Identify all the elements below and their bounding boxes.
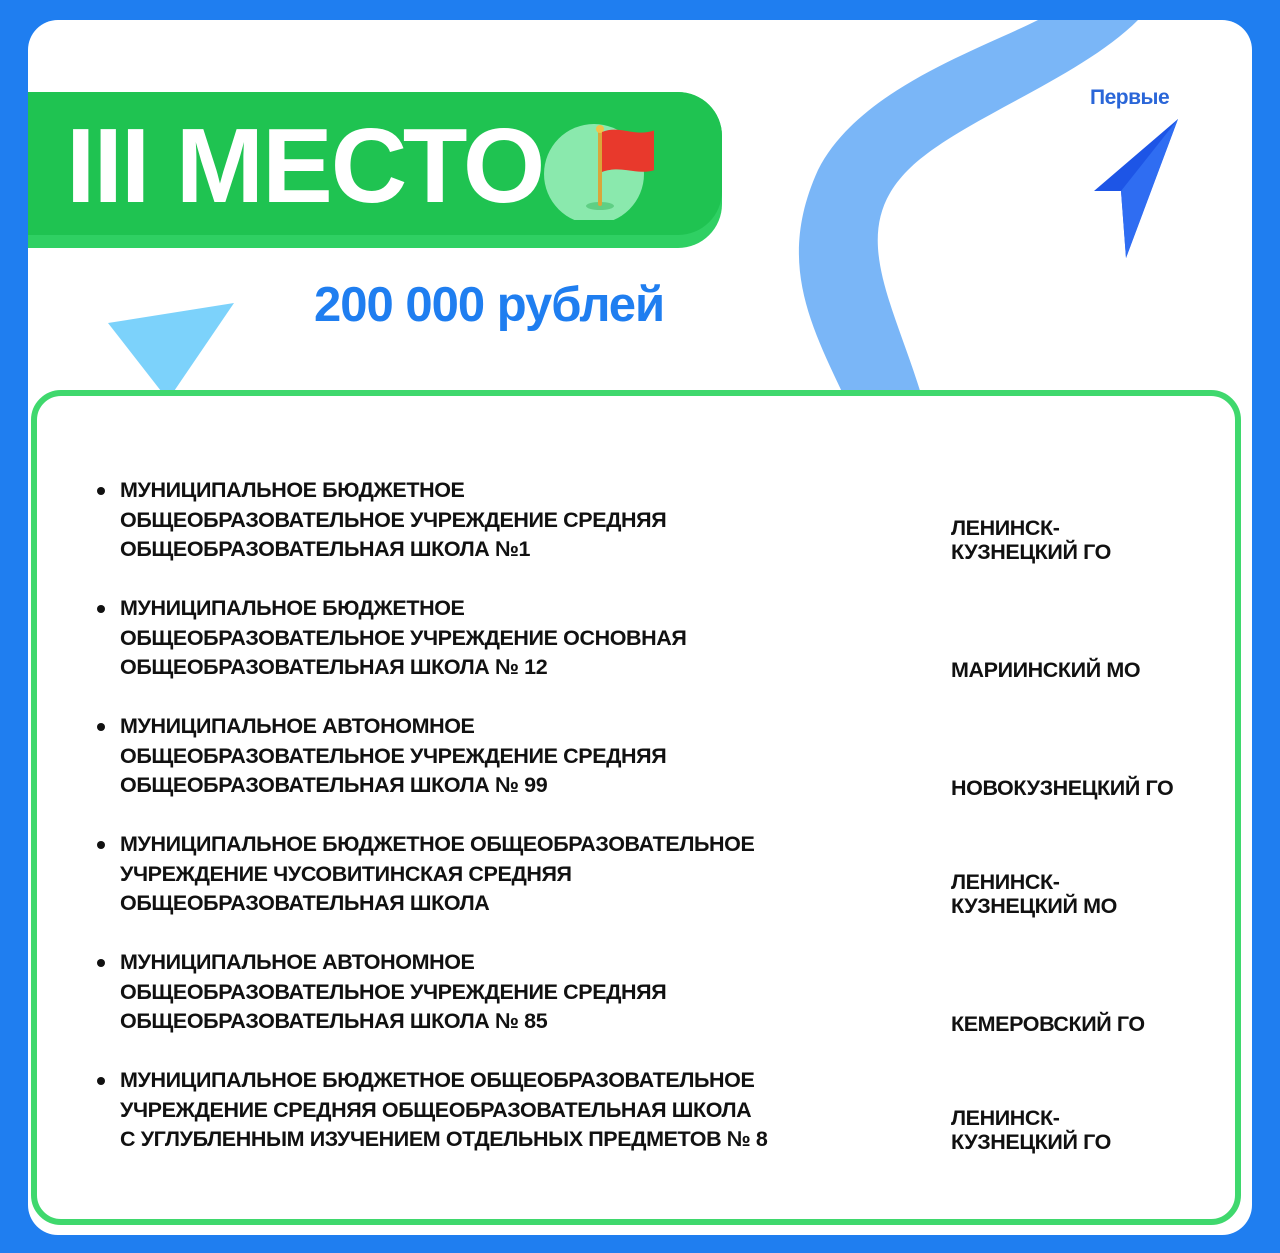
region-name	[951, 658, 1231, 682]
region-name-line: НОВОКУЗНЕЦКИЙ ГО	[951, 775, 1174, 800]
bullet-icon	[97, 605, 105, 613]
organization-name-line: ОБЩЕОБРАЗОВАТЕЛЬНАЯ ШКОЛА № 99	[120, 773, 548, 797]
place-title: III МЕСТО	[66, 107, 544, 225]
list-item	[37, 948, 1235, 1038]
place-banner-face	[28, 92, 722, 235]
organization-name-line: МУНИЦИПАЛЬНОЕ БЮДЖЕТНОЕ	[120, 596, 465, 620]
organization-name	[120, 948, 880, 1037]
region-name-line: КУЗНЕЦКИЙ ГО	[951, 1129, 1111, 1154]
region-name-line: ЛЕНИНСК-	[951, 869, 1060, 894]
organization-name-line: УЧРЕЖДЕНИЕ СРЕДНЯЯ ОБЩЕОБРАЗОВАТЕЛЬНАЯ ШКОЛА	[120, 1097, 752, 1122]
poster-card	[28, 20, 1252, 1235]
organization-name-line: МУНИЦИПАЛЬНОЕ БЮДЖЕТНОЕ ОБЩЕОБРАЗОВАТЕЛЬНОЕ	[120, 832, 755, 856]
place-banner	[28, 92, 722, 248]
organization-name-line: С УГЛУБЛЕННЫМ ИЗУЧЕНИЕМ ОТДЕЛЬНЫХ ПРЕДМЕТОВ № 8	[120, 1127, 768, 1151]
arrow-pointer-icon	[1086, 86, 1186, 266]
brand-logo	[1086, 86, 1186, 266]
region-name-line: КЕМЕРОВСКИЙ ГО	[951, 1011, 1145, 1036]
logo-text: Первые	[1090, 86, 1170, 109]
organization-name	[120, 830, 880, 919]
bullet-icon	[97, 841, 105, 849]
prize-amount: 200 000 рублей	[314, 278, 665, 332]
list-item	[37, 1066, 1235, 1156]
organization-name	[120, 1066, 880, 1155]
winners-panel	[31, 390, 1241, 1225]
region-name	[951, 776, 1231, 800]
organization-name-line: ОБЩЕОБРАЗОВАТЕЛЬНОЕ УЧРЕЖДЕНИЕ СРЕДНЯЯ	[120, 979, 667, 1004]
region-name-line: КУЗНЕЦКИЙ ГО	[951, 539, 1111, 564]
region-name-line: КУЗНЕЦКИЙ МО	[951, 893, 1117, 918]
organization-name-line: ОБЩЕОБРАЗОВАТЕЛЬНАЯ ШКОЛА № 85	[120, 1009, 548, 1033]
region-name	[951, 1106, 1231, 1154]
organization-name-line: ОБЩЕОБРАЗОВАТЕЛЬНОЕ УЧРЕЖДЕНИЕ СРЕДНЯЯ	[120, 507, 667, 532]
region-name-line: МАРИИНСКИЙ МО	[951, 657, 1141, 682]
bullet-icon	[97, 723, 105, 731]
organization-name-line: УЧРЕЖДЕНИЕ ЧУСОВИТИНСКАЯ СРЕДНЯЯ	[120, 861, 572, 886]
list-item	[37, 476, 1235, 566]
organization-name-line: МУНИЦИПАЛЬНОЕ БЮДЖЕТНОЕ	[120, 478, 465, 502]
bullet-icon	[97, 959, 105, 967]
organization-name-line: ОБЩЕОБРАЗОВАТЕЛЬНОЕ УЧРЕЖДЕНИЕ СРЕДНЯЯ	[120, 743, 667, 768]
organization-name-line: МУНИЦИПАЛЬНОЕ АВТОНОМНОЕ	[120, 714, 475, 738]
list-item	[37, 830, 1235, 920]
organization-name	[120, 476, 880, 565]
region-name	[951, 870, 1231, 918]
organization-name	[120, 712, 880, 801]
red-flag-icon	[544, 110, 654, 220]
region-name	[951, 516, 1231, 564]
organization-name-line: МУНИЦИПАЛЬНОЕ БЮДЖЕТНОЕ ОБЩЕОБРАЗОВАТЕЛЬНОЕ	[120, 1068, 755, 1092]
region-name-line: ЛЕНИНСК-	[951, 1105, 1060, 1130]
organization-name-line: ОБЩЕОБРАЗОВАТЕЛЬНАЯ ШКОЛА № 12	[120, 655, 548, 679]
region-name	[951, 1012, 1231, 1036]
region-name-line: ЛЕНИНСК-	[951, 515, 1060, 540]
organization-name	[120, 594, 880, 683]
bullet-icon	[97, 1077, 105, 1085]
list-item	[37, 712, 1235, 802]
organization-name-line: ОБЩЕОБРАЗОВАТЕЛЬНОЕ УЧРЕЖДЕНИЕ ОСНОВНАЯ	[120, 625, 687, 650]
organization-name-line: ОБЩЕОБРАЗОВАТЕЛЬНАЯ ШКОЛА	[120, 891, 490, 915]
bullet-icon	[97, 487, 105, 495]
list-item	[37, 594, 1235, 684]
organization-name-line: ОБЩЕОБРАЗОВАТЕЛЬНАЯ ШКОЛА №1	[120, 537, 531, 561]
organization-name-line: МУНИЦИПАЛЬНОЕ АВТОНОМНОЕ	[120, 950, 475, 974]
